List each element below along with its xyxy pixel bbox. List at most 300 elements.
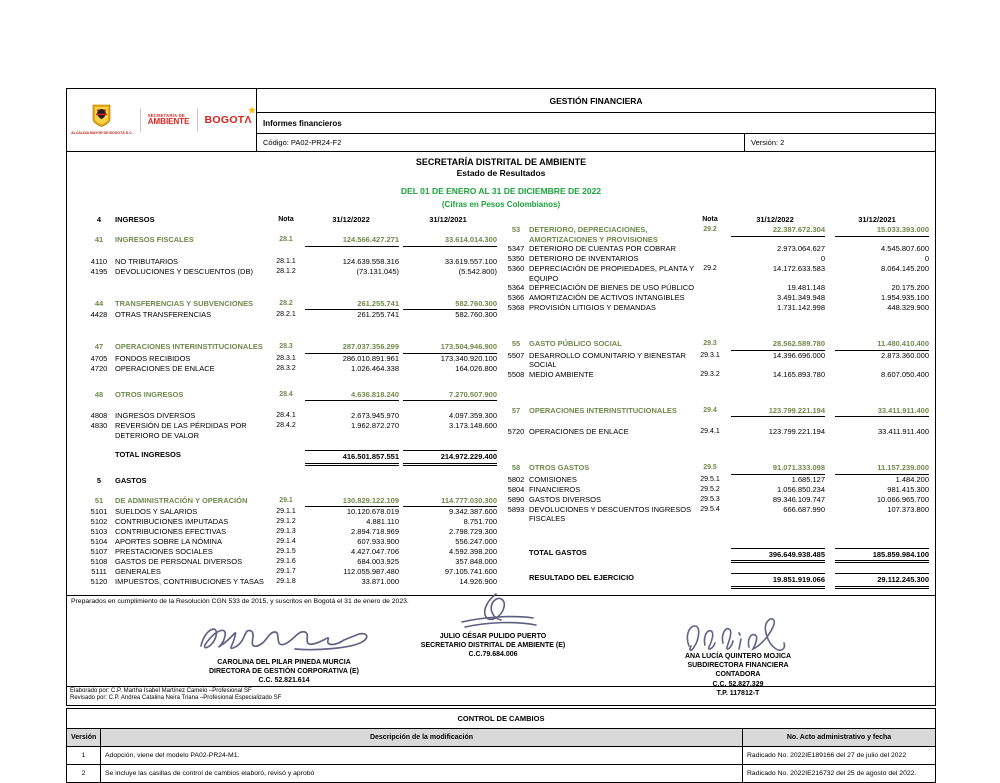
statement-title-block: [67, 152, 935, 213]
amount-2021: 1.484.200: [895, 474, 929, 484]
nota-ref: 29.5.3: [700, 495, 720, 503]
account-row: [85, 577, 497, 587]
account-code: 5893: [507, 504, 525, 514]
account-row: [505, 264, 929, 283]
amount-2022: 1.685.127: [791, 474, 825, 484]
account-label: OPERACIONES DE ENLACE: [529, 427, 629, 436]
ambiente-label: AMBIENTE: [147, 117, 190, 127]
nota-ref: Nota: [278, 216, 294, 223]
amount-2021: 20.175.200: [891, 283, 929, 292]
total-row: [505, 548, 929, 564]
account-code: 4110: [90, 256, 108, 266]
account-label: TRANSFERENCIAS Y SUBVENCIONES: [115, 298, 254, 308]
signer-role: SUBDIRECTORA FINANCIERA: [687, 661, 789, 669]
account-label: IMPUESTOS, CONTRIBUCIONES Y TASAS: [115, 577, 264, 586]
control-header-row: [67, 729, 935, 747]
amount-2022: 261.255.741: [357, 310, 399, 319]
document-code: Código: PA02-PR24-F2: [257, 134, 745, 151]
account-row: [505, 293, 929, 303]
account-row: [85, 557, 497, 567]
spacer-row: [85, 401, 497, 411]
section-row: [85, 235, 497, 247]
account-label: FINANCIEROS: [529, 484, 581, 494]
amount-2022: 261.255.741: [303, 299, 399, 311]
nota-ref: 29.2: [703, 265, 717, 272]
account-label: CONTRIBUCIONES IMPUTADAS: [115, 517, 229, 526]
account-code: 44: [94, 298, 104, 308]
nota-ref: 28.2.1: [276, 311, 296, 318]
amount-2022: 19.851.919.066: [725, 573, 825, 589]
bogota-text: BOGOT: [204, 114, 245, 126]
col-acto: No. Acto administrativo y fecha: [743, 729, 935, 747]
control-de-cambios-table: [66, 708, 936, 783]
account-row: [505, 505, 929, 524]
signer-name: ANA LUCÍA QUINTERO MOJICA: [684, 652, 792, 660]
amount-2021: 97.105.741.600: [444, 567, 497, 576]
signer-name: CAROLINA DEL PILAR PINEDA MURCIA: [217, 658, 351, 666]
account-code: 4720: [90, 363, 108, 373]
bogota-logo: [204, 106, 256, 126]
amount-2021: 2.873.360.000: [881, 350, 929, 360]
account-row: [505, 485, 929, 495]
account-row: [85, 267, 497, 277]
signer-role: DIRECTORA DE GESTIÓN CORPORATIVA (E): [209, 667, 359, 675]
spacer-row: [85, 374, 497, 390]
section-row: [85, 390, 497, 402]
signer-cc: C.C. 52.821.614: [258, 677, 310, 685]
amount-2022: 4.427.047.706: [351, 547, 399, 556]
signature-block-secretario: [373, 590, 613, 660]
section-row: [85, 496, 497, 508]
account-code: 5108: [90, 557, 108, 566]
julio-signature-icon: [438, 590, 548, 632]
nota-ref: 29.1.7: [276, 568, 296, 575]
logo-divider: [197, 108, 198, 132]
financial-statement-document: [66, 88, 936, 783]
process-title: GESTIÓN FINANCIERA: [257, 89, 935, 113]
account-label: OTRAS TRANSFERENCIAS: [115, 310, 212, 319]
ingresos-gastos-table-left: [85, 215, 497, 589]
nota-ref: 28.4.1: [276, 412, 296, 419]
nota-ref: 29.5.1: [700, 475, 720, 483]
amount-2021: 4.592.398.200: [449, 547, 497, 556]
amount-2022: 1.962.872.270: [351, 421, 399, 430]
spacer-row: [505, 313, 929, 339]
group-row: [85, 476, 497, 486]
logo-divider: [140, 108, 141, 132]
amount-2022: 112.055.987.480: [343, 567, 399, 576]
signer-tp: T.P. 117812-T: [716, 690, 760, 698]
amount-2022: 4.636.818.240: [303, 390, 399, 402]
account-row: [85, 354, 497, 364]
nota-ref: 28.2: [279, 299, 293, 307]
account-code: 5101: [90, 507, 108, 516]
account-code: 4: [96, 215, 102, 224]
amount-2021: 9.342.387.600: [449, 507, 497, 516]
control-title: CONTROL DE CAMBIOS: [67, 709, 935, 729]
amount-2022: 124.639.558.316: [342, 256, 399, 266]
account-code: 5364: [507, 283, 525, 292]
account-code: 5102: [90, 517, 108, 526]
revisado-por: Revisado por: C.P. Andrea Catalina Neira Triana –Profesional Especializado SF: [70, 695, 282, 702]
account-label: FONDOS RECIBIDOS: [115, 353, 191, 363]
account-label: GASTOS: [115, 475, 147, 485]
gastos-table-right: [505, 215, 929, 589]
account-code: 5802: [507, 474, 525, 484]
column-header-row: [505, 215, 929, 225]
nota-ref: 29.1.2: [276, 518, 296, 525]
nota-ref: 29.1.8: [276, 578, 296, 585]
account-label: OPERACIONES INTERINSTITUCIONALES: [529, 405, 677, 415]
account-row: [85, 310, 497, 320]
amount-2021: 107.373.800: [887, 504, 929, 514]
account-label: DEPRECIACIÓN DE PROPIEDADES, PLANTA Y EQUIPO: [529, 264, 695, 283]
amount-2021: 31/12/2021: [429, 215, 467, 224]
account-label: DEVOLUCIONES Y DESCUENTOS (DB): [115, 266, 253, 276]
account-code: 4808: [90, 411, 108, 420]
amount-2022: 123.799.221.194: [725, 406, 825, 418]
amount-2022: 1.731.142.998: [777, 303, 825, 312]
account-label: GENERALES: [115, 567, 161, 576]
account-code: 55: [511, 339, 521, 348]
account-code: 53: [511, 225, 521, 234]
spacer-row: [505, 417, 929, 427]
secretaria-de-label: SECRETARÍA DE: [147, 112, 185, 118]
account-code: 57: [511, 405, 521, 415]
account-row: [505, 283, 929, 293]
header-right: [257, 89, 935, 151]
amount-2021: 8.064.145.200: [881, 264, 929, 273]
account-label: TOTAL INGRESOS: [115, 450, 181, 459]
account-row: [85, 547, 497, 557]
star-icon: ★: [248, 106, 256, 115]
signature-block-directora: [172, 618, 396, 686]
account-row: [85, 517, 497, 527]
nota-ref: 29.5: [703, 464, 717, 471]
amount-2022: 31/12/2022: [756, 215, 794, 224]
amount-2022: 607.933.900: [357, 537, 399, 546]
version-value: 1: [67, 747, 101, 765]
nota-ref: 29.4.1: [700, 428, 720, 435]
amount-2022: (73.131.045): [356, 266, 399, 276]
account-row: [85, 364, 497, 374]
spacer-row: [85, 320, 497, 342]
version-value: 2: [67, 765, 101, 782]
amount-2022: 684.003.925: [357, 557, 399, 566]
amount-2021: 8.607.050.400: [881, 369, 929, 379]
amount-2021: 114.777.030.300: [399, 496, 497, 508]
nota-ref: 29.5.2: [700, 485, 720, 493]
amount-2021: 214.972.229.400: [399, 450, 497, 466]
account-code: 5508: [507, 369, 525, 379]
account-label: GASTOS DIVERSOS: [529, 494, 601, 504]
amount-2021: 15.033.393.000: [825, 225, 929, 237]
signer-role: SECRETARIO DISTRITAL DE AMBIENTE (E): [420, 641, 566, 649]
amount-2021: 2.798.729.300: [449, 527, 497, 536]
account-code: 4195: [90, 266, 108, 276]
shield-icon: [92, 104, 111, 127]
account-row: [505, 244, 929, 254]
document-header: [66, 88, 936, 152]
account-label: TOTAL GASTOS: [529, 547, 587, 557]
section-row: [505, 339, 929, 351]
amount-2021: 33.614.014.300: [399, 235, 497, 247]
amount-2021: 173.340.920.100: [440, 353, 497, 363]
nota-ref: 29.1.1: [276, 508, 296, 515]
amount-2021: 11.157.239.000: [825, 463, 929, 475]
section-row: [85, 342, 497, 354]
account-row: [505, 303, 929, 313]
account-row: [505, 495, 929, 505]
amount-2022: 1.056.850.234: [777, 484, 825, 494]
account-code: 5: [96, 475, 102, 485]
account-label: OTROS INGRESOS: [115, 389, 184, 399]
acto-value: Radicado No. 2022IE189166 del 27 de julio del 2022: [743, 747, 935, 765]
document-version: Versión: 2: [751, 138, 785, 147]
account-code: 5720: [507, 427, 525, 436]
account-code: 5368: [507, 303, 525, 312]
account-code: 51: [94, 495, 104, 505]
amount-2021: 33.411.911.400: [877, 427, 929, 436]
bogota-accent: Λ: [244, 114, 252, 126]
nota-ref: 28.3: [279, 343, 293, 350]
account-code: 5120: [90, 577, 108, 586]
account-label: PRESTACIONES SOCIALES: [115, 547, 213, 556]
account-label: GASTOS DE PERSONAL DIVERSOS: [115, 557, 243, 566]
section-row: [85, 299, 497, 311]
amount-2022: 14.165.893.780: [772, 369, 825, 379]
amount-2022: 666.687.990: [783, 504, 825, 514]
nota-ref: 29.4: [703, 406, 717, 414]
account-label: DETERIORO DE CUENTAS POR COBRAR: [529, 244, 676, 253]
account-code: 5890: [507, 494, 525, 504]
amount-2022: 2.973.064.627: [777, 244, 825, 253]
account-label: OPERACIONES INTERINSTITUCIONALES: [115, 342, 263, 351]
account-label: RESULTADO DEL EJERCICIO: [529, 573, 635, 582]
alcaldia-shield-logo: [71, 104, 133, 136]
amount-2021: 33.619.557.100: [444, 256, 497, 266]
account-label: GASTO PÚBLICO SOCIAL: [529, 339, 622, 348]
account-row: [85, 411, 497, 421]
section-row: [505, 406, 929, 418]
spacer-row: [505, 563, 929, 573]
nota-ref: 29.1.6: [276, 558, 296, 565]
col-descripcion: Descripción de la modificación: [101, 729, 743, 747]
account-label: SUELDOS Y SALARIOS: [115, 507, 198, 516]
account-row: [85, 527, 497, 537]
nota-ref: 28.3.2: [276, 364, 296, 372]
account-row: [85, 537, 497, 547]
amount-2021: 582.760.300: [455, 310, 497, 319]
amount-2021: 10.066.965.700: [876, 494, 929, 504]
amount-2022: 2.673.945.970: [351, 411, 399, 420]
amount-2021: 33.411.911.400: [825, 406, 929, 418]
nota-ref: 29.1.4: [276, 538, 296, 545]
account-code: 5360: [507, 264, 525, 273]
spacer-row: [85, 247, 497, 257]
col-version: Versión: [67, 729, 101, 747]
account-code: 5347: [507, 244, 525, 253]
account-code: 5104: [90, 537, 108, 546]
amount-2022: 19.481.148: [787, 283, 825, 292]
account-label: AMORTIZACIÓN DE ACTIVOS INTANGIBLES: [529, 293, 685, 302]
spacer-row: [85, 277, 497, 299]
account-code: 5804: [507, 484, 525, 494]
section-row: [505, 225, 929, 244]
amount-2021: 4.545.807.600: [881, 244, 929, 253]
signer-cc: C.C.79.684.006: [468, 651, 518, 659]
amount-2021: 4.097.359.300: [449, 411, 497, 420]
account-label: INGRESOS DIVERSOS: [115, 411, 196, 420]
amount-2021: 164.026.800: [455, 363, 497, 373]
amount-2022: 10.120.678.019: [346, 507, 399, 516]
amount-2021: 981.415.300: [887, 484, 929, 494]
amount-2021: 29.112.245.300: [825, 573, 929, 589]
amount-2022: 14.172.633.583: [772, 264, 825, 273]
descripcion-value: Adopción, viene del modelo PA02-PR24-M1.: [101, 747, 743, 765]
column-header-row: [85, 215, 497, 225]
nota-ref: 29.1: [279, 496, 293, 504]
nota-ref: 28.1.1: [276, 257, 296, 265]
amount-2022: 124.566.427.271: [303, 235, 399, 247]
amount-2022: 286.010.891.961: [342, 353, 399, 363]
account-code: 5350: [507, 254, 525, 263]
total-row: [505, 573, 929, 589]
amount-2022: 28.562.589.780: [725, 339, 825, 351]
nota-ref: 29.1.5: [276, 548, 296, 555]
amount-2022: 22.387.672.304: [725, 225, 825, 237]
account-code: 41: [94, 235, 104, 244]
spacer-row: [85, 486, 497, 496]
account-code: 58: [511, 463, 521, 472]
amount-2022: 0: [820, 254, 825, 263]
account-row: [505, 475, 929, 485]
account-code: 5103: [90, 527, 108, 536]
nota-ref: 29.5.4: [700, 505, 720, 513]
account-row: [505, 427, 929, 437]
account-label: DE ADMINISTRACIÓN Y OPERACIÓN: [115, 495, 248, 505]
amount-2021: 3.173.148.600: [449, 421, 497, 430]
period-label: DEL 01 DE ENERO AL 31 DE DICIEMBRE DE 2022: [400, 186, 602, 196]
currency-note: (Cifras en Pesos Colombianos): [441, 200, 561, 209]
amount-2022: 31/12/2022: [332, 215, 370, 224]
amount-2021: 556.247.000: [455, 537, 497, 546]
nota-ref: 28.4.2: [276, 422, 296, 429]
account-row: [85, 507, 497, 517]
amount-2021: 0: [924, 254, 929, 263]
amount-2022: 2.894.718.969: [351, 527, 399, 536]
signer-name: JULIO CÉSAR PULIDO PUERTO: [439, 632, 547, 640]
amount-2022: 396.649.938.485: [725, 548, 825, 564]
signer-role2: CONTADORA: [715, 671, 761, 679]
nota-ref: 28.4: [279, 390, 293, 398]
account-label: MEDIO AMBIENTE: [529, 369, 594, 379]
account-label: REVERSIÓN DE LAS PÉRDIDAS POR DETERIORO DE VALOR: [115, 421, 247, 440]
amount-2021: 448.329.900: [887, 303, 929, 312]
account-label: INGRESOS: [115, 215, 155, 224]
account-code: 5107: [90, 547, 108, 556]
nota-ref: 29.2: [703, 226, 717, 233]
account-code: 5366: [507, 293, 525, 302]
amount-2021: 185.859.984.100: [825, 548, 929, 564]
amount-2021: (5.542.800): [458, 266, 497, 276]
entity-name: SECRETARÍA DISTRITAL DE AMBIENTE: [415, 157, 587, 167]
acto-value: Radicado No. 2022IE216732 del 25 de agosto del 2022.: [747, 770, 917, 778]
account-label: OPERACIONES DE ENLACE: [115, 363, 215, 373]
amount-2021: 14.926.900: [459, 577, 497, 586]
amount-2021: 173.504.946.900: [399, 342, 497, 354]
amount-2021: 357.848.000: [455, 557, 497, 566]
amount-2021: 8.751.700: [463, 517, 497, 526]
statement-body: [66, 152, 936, 706]
account-label: DETERIORO DE INVENTARIOS: [529, 254, 639, 263]
ana-signature-icon: [673, 614, 803, 652]
statement-name: Estado de Resultados: [456, 168, 546, 178]
nota-ref: 28.1: [279, 236, 293, 243]
control-row: [67, 747, 935, 765]
amount-2022: 14.396.696.000: [772, 350, 825, 360]
account-row: [505, 351, 929, 370]
amount-2022: 287.037.356.299: [303, 342, 399, 354]
statement-columns: [67, 213, 935, 595]
amount-2022: 416.501.857.551: [303, 450, 399, 466]
account-label: DESARROLLO COMUNITARIO Y BIENESTAR SOCIAL: [529, 350, 686, 369]
nota-ref: 29.1.3: [276, 528, 296, 535]
account-label: DETERIORO, DEPRECIACIONES, AMORTIZACIONES Y PROVISIONES: [529, 225, 658, 244]
account-code: 4705: [90, 353, 108, 363]
account-label: COMISIONES: [529, 474, 577, 484]
amount-2022: 89.346.109.747: [772, 494, 825, 504]
secretaria-ambiente-logo: [148, 114, 190, 127]
account-label: APORTES SOBRE LA NÓMINA: [115, 537, 222, 546]
amount-2022: 123.799.221.194: [768, 427, 825, 436]
account-row: [85, 421, 497, 440]
account-row: [85, 257, 497, 267]
code-version-row: [257, 134, 935, 151]
amount-2022: 3.491.349.948: [777, 293, 825, 302]
account-code: 5507: [507, 350, 525, 360]
spacer-row: [505, 380, 929, 406]
account-row: [85, 567, 497, 577]
amount-2021: 31/12/2021: [858, 215, 896, 224]
amount-2021: 11.480.410.400: [825, 339, 929, 351]
amount-2022: 91.071.333.098: [725, 463, 825, 475]
nota-ref: 29.3.2: [700, 370, 720, 378]
signature-block-contadora: [626, 614, 850, 699]
account-code: 5111: [91, 567, 107, 576]
prepared-note: Preparados en cumplimiento de la Resolución CGN 533 de 2015, y suscritos en Bogotá el 31 de enero de 2023.: [67, 595, 935, 606]
amount-2021: 582.760.300: [399, 299, 497, 311]
amount-2022: 1.026.464.338: [351, 363, 399, 373]
account-row: [505, 370, 929, 380]
account-label: CONTRIBUCIONES EFECTIVAS: [115, 527, 227, 536]
amount-2022: 33.871.000: [361, 577, 399, 586]
amount-2022: 130.829.122.109: [303, 496, 399, 508]
carolina-signature-icon: [189, 618, 379, 658]
spacer-row: [85, 440, 497, 450]
elaborado-por: Elaborado por: C.P. Martha Isabel Martínez Camelo –Profesional SF: [70, 687, 252, 694]
account-label: NO TRIBUTARIOS: [115, 256, 179, 266]
amount-2021: 7.270.507.900: [399, 390, 497, 402]
signer-cc: C.C. 52.827.329: [712, 680, 764, 688]
spacer-row: [505, 524, 929, 548]
spacer-row: [505, 437, 929, 463]
account-label: DEVOLUCIONES Y DESCUENTOS INGRESOS FISCALES: [529, 504, 692, 523]
account-row: [505, 254, 929, 264]
alcaldia-caption: ALCALDÍA MAYOR DE BOGOTÁ D.C.: [71, 131, 133, 136]
report-type: Informes financieros: [257, 113, 935, 134]
spacer-row: [85, 466, 497, 476]
